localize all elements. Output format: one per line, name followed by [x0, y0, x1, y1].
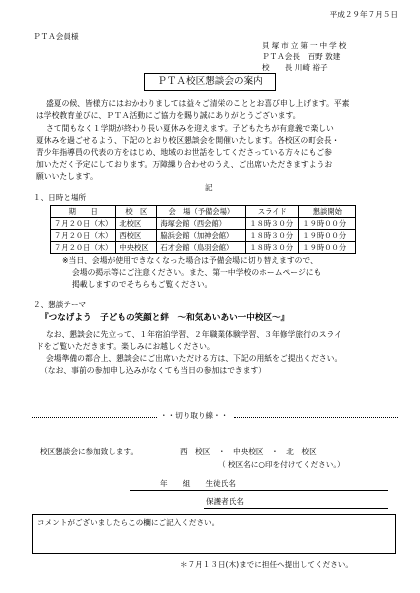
- cell-slide: １８時３０分: [246, 242, 299, 254]
- cut-line-label: ・・切り取り線・・: [160, 411, 229, 420]
- section2-line: （なお、事前の参加申し込みがなくても当日の参加はできます）: [40, 366, 267, 375]
- intro-line: 夏休みを過ごせるよう、下記のとおり校区懇談会を開催いたします。各校区の町会長・: [36, 136, 340, 145]
- comment-box[interactable]: [32, 514, 396, 554]
- attend-text: 校区懇談会に参加致します。: [40, 447, 139, 456]
- cell-slide: １８時３０分: [246, 230, 299, 242]
- addressee: ＰＴＡ会員様: [33, 32, 79, 41]
- note-line: ※当日、会場が使用できなくなった場合は予備会場に切り替えますので、: [62, 256, 318, 265]
- section1-heading: １、日時と場所: [33, 193, 87, 202]
- header-slide: スライド: [246, 206, 299, 218]
- cell-start: １９時００分: [299, 218, 356, 230]
- guardian-name-label: 保護者氏名: [206, 497, 244, 506]
- cell-area: 北校区: [116, 218, 157, 230]
- sender-pta-president: ＰＴＡ会長 百野 敦建: [262, 52, 341, 61]
- intro-line: 盛夏の候、皆様方にはおかわりましては益々ご清栄のこととお喜び申し上げます。平素: [46, 99, 350, 108]
- cell-area: 中央校区: [116, 242, 157, 254]
- intro-line: さて間もなく１学期が終わり長い夏休みを迎えます。子どもたちが有意義で楽しい: [46, 124, 334, 133]
- cell-start: １９時００分: [299, 242, 356, 254]
- document-title: ＰＴＡ校区懇談会の案内: [144, 73, 276, 91]
- table-row: [51, 242, 356, 254]
- cell-venue: 脇浜会館（加神会館）: [157, 230, 246, 242]
- header-date: 期 日: [51, 206, 116, 218]
- section2-line: なお、懇談会に先立って、１年宿泊学習、２年職業体験学習、３年修学旅行のスライ: [46, 330, 342, 339]
- table-row: [51, 218, 356, 230]
- theme-text: 『つなげよう 子どもの笑顔と絆 ～和気あいあい一中校区～』: [40, 313, 290, 323]
- schedule-table: [50, 205, 356, 254]
- guardian-name-field[interactable]: [204, 508, 388, 509]
- cut-line-text: 切り取り線: [175, 411, 214, 420]
- area-instruction: （ 校区名に○印を付けてください。）: [218, 460, 345, 469]
- header-start: 懇談開始: [299, 206, 356, 218]
- intro-line: 願いいたします。: [36, 172, 98, 181]
- cut-line-left: [32, 417, 157, 418]
- cell-venue: 石才会館（鳥羽会館）: [157, 242, 246, 254]
- cell-date: ７月２０日（木）: [51, 242, 116, 254]
- cut-line-right: [234, 417, 398, 418]
- cell-venue: 海塚会館（西会館）: [157, 218, 246, 230]
- note-line: 掲載しますのでそちらもご覧ください。: [72, 280, 213, 289]
- section2-heading: ２、懇談テーマ: [33, 300, 87, 309]
- intro-line: は学校教育並びに、ＰＴＡ活動にご協力を賜り誠にありがとうございます。: [36, 111, 301, 120]
- header-venue: 会 場（予備会場）: [157, 206, 246, 218]
- header-area: 校 区: [116, 206, 157, 218]
- sender-school: 貝塚市立第一中学校: [262, 41, 349, 50]
- intro-line: 青少年指導員の代表の方をはじめ、地域のお世話をしてくださっている方々にもご参: [36, 148, 332, 157]
- sender-principal: 校 長 川崎 裕子: [262, 63, 328, 72]
- document-date: 平成２９年７月５日: [329, 10, 398, 19]
- area-options: 西 校区 ・ 中央校区 ・ 北 校区: [180, 447, 317, 456]
- section2-line: ドをご覧いただきます。楽しみにお越しください。: [36, 342, 215, 351]
- student-name-field[interactable]: [130, 490, 388, 491]
- cell-area: 西校区: [116, 230, 157, 242]
- cell-slide: １８時３０分: [246, 218, 299, 230]
- cell-date: ７月２０日（木）: [51, 218, 116, 230]
- submission-deadline: ＊７月１３日(木)までに担任へ提出してください。: [180, 560, 353, 569]
- intro-line: 加いただく予定にしております。万障繰り合わせのうえ、ご出席いただきますようお: [36, 160, 333, 169]
- cell-start: １９時００分: [299, 230, 356, 242]
- table-row: [51, 230, 356, 242]
- cell-date: ７月２０日（木）: [51, 230, 116, 242]
- note-line: 会場の掲示等にご注意ください。また、第一中学校のホームページにも: [72, 268, 322, 277]
- comment-label: コメントがございましたらこの欄にご記入ください。: [37, 518, 220, 527]
- table-header-row: [51, 206, 356, 218]
- student-name-label: 年 組 生徒氏名: [160, 479, 236, 488]
- ki-mark: 記: [205, 183, 213, 192]
- section2-line: 会場準備の都合上、懇談会にご出席いただける方は、下記の用紙をご提出ください。: [46, 354, 343, 363]
